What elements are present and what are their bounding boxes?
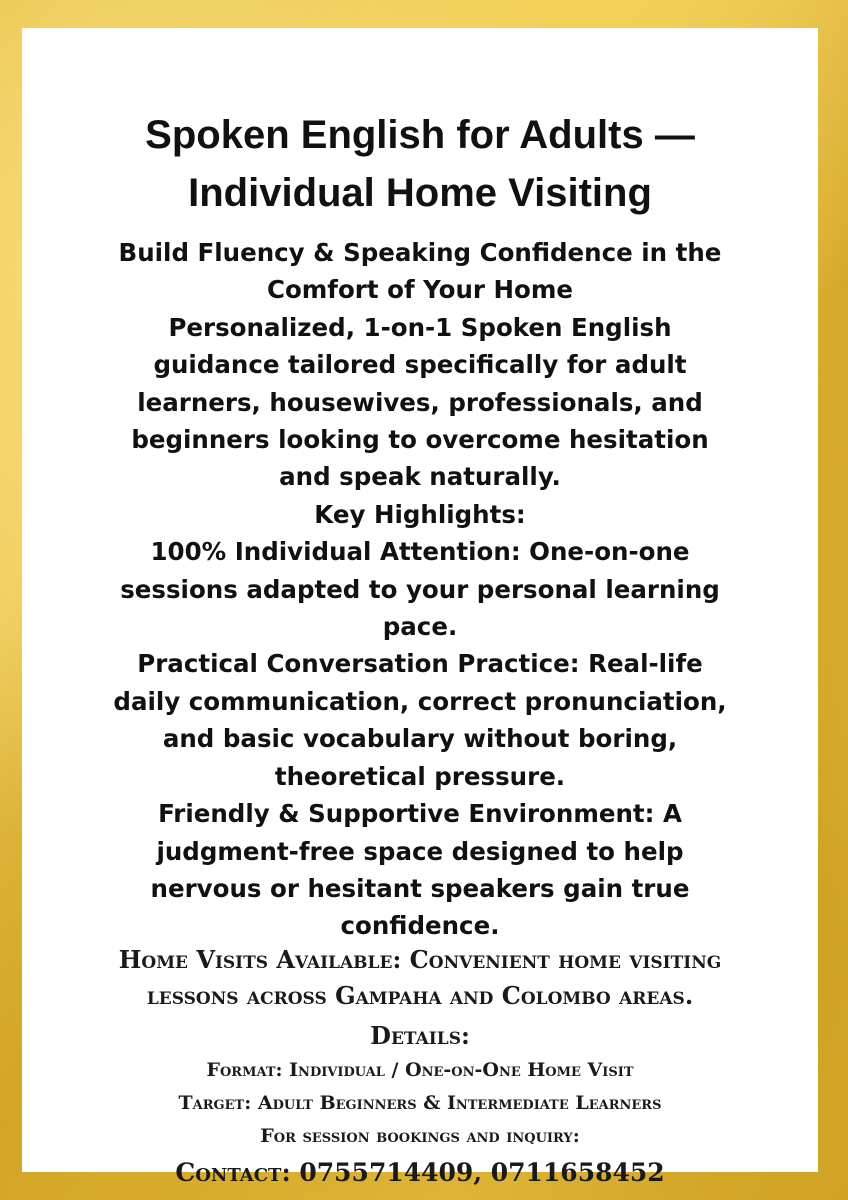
contact-line: Contact: 0755714409, 0711658452 <box>175 1158 665 1187</box>
body-line: nervous or hesitant speakers gain true <box>150 873 690 903</box>
details-heading: Details: <box>370 1021 470 1050</box>
body-line: daily communication, correct pronunciation, <box>113 686 727 716</box>
home-visit-line: Home Visits Available: Convenient home visiting <box>118 945 722 974</box>
body-line: 100% Individual Attention: One-on-one <box>150 537 690 567</box>
body-line: Build Fluency & Speaking Confidence in the <box>118 238 722 267</box>
body-line: and basic vocabulary without boring, <box>162 724 678 754</box>
poster-title <box>22 106 818 222</box>
body-line: judgment-free space designed to help <box>156 836 684 866</box>
home-visit-line: lessons across Gampaha and Colombo areas. <box>146 981 694 1010</box>
body-line: and speak naturally. <box>279 462 561 492</box>
body-line: confidence. <box>340 911 500 941</box>
body-line: learners, housewives, professionals, and <box>137 387 703 417</box>
body-line: sessions adapted to your personal learning <box>120 574 720 604</box>
title-line-2: Individual Home Visiting <box>188 171 652 215</box>
poster-panel <box>22 28 818 1187</box>
body-line: Personalized, 1-on-1 Spoken English <box>168 312 672 342</box>
booking-line: For session bookings and inquiry: <box>260 1125 580 1147</box>
body-line: Comfort of Your Home <box>266 275 574 305</box>
body-line: beginners looking to overcome hesitation <box>131 425 709 455</box>
highlights-heading: Key Highlights: <box>314 499 526 529</box>
target-line: Target: Adult Beginners & Intermediate Learners <box>178 1092 662 1114</box>
body-line: guidance tailored specifically for adult <box>153 350 687 380</box>
details-block <box>22 942 818 1193</box>
description-block <box>22 234 818 945</box>
title-line-1: Spoken English for Adults — <box>145 113 695 157</box>
body-line: theoretical pressure. <box>274 761 566 791</box>
format-line: Format: Individual / One-on-One Home Visit <box>206 1059 634 1081</box>
body-line: Friendly & Supportive Environment: A <box>158 799 682 829</box>
body-line: pace. <box>382 612 458 642</box>
body-line: Practical Conversation Practice: Real-life <box>137 649 703 679</box>
